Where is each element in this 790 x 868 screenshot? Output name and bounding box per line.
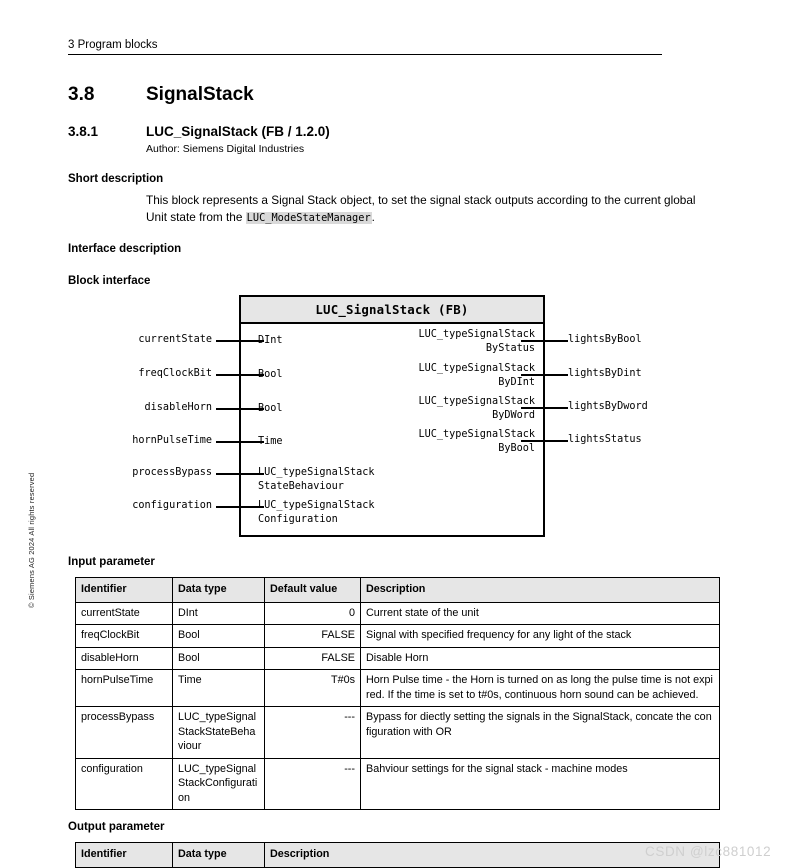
cell-identifier: configuration [76,758,173,810]
block-interface-heading: Block interface [68,275,151,287]
output-parameter-table [75,842,720,868]
interface-description-heading: Interface description [68,243,182,255]
table-row [76,758,720,810]
table-row [76,602,720,625]
short-description-part2: . [371,210,375,224]
output-connector-lightsbydint [521,374,568,376]
output-parameter-heading: Output parameter [68,821,165,833]
cell-default-value: FALSE [265,647,361,670]
cell-identifier: processBypass [76,707,173,759]
input-connector-freqclockbit [216,374,264,376]
input-pin-name-configuration: configuration [132,500,212,511]
cell-description: Current state of the unit [361,602,720,625]
cell-description: Disable Horn [361,647,720,670]
function-block-title: LUC_SignalStack (FB) [241,297,543,324]
input-parameter-table [75,577,720,810]
csdn-watermark: CSDN @lzc881012 [645,844,772,859]
output-connector-lightsbydword [521,407,568,409]
input-pin-type-configuration-line1: LUC_typeSignalStack [258,500,375,511]
author-line: Author: Siemens Digital Industries [146,143,305,155]
output-pin-name-lightsbydword: lightsByDword [568,401,648,412]
output-pin-type-lightsbydint-line1: LUC_typeSignalStack [418,363,535,374]
output-pin-type-lightsbydword-line1: LUC_typeSignalStack [418,396,535,407]
cell-default-value: T#0s [265,670,361,707]
input-connector-currentstate [216,340,264,342]
copyright-vertical-text: © Siemens AG 2024 All rights reserved [27,472,36,608]
input-pin-name-hornpulsetime: hornPulseTime [132,435,212,446]
input-col-description: Description [361,578,720,603]
output-connector-lightsbybool [521,340,568,342]
subsection-heading [68,124,728,139]
input-connector-hornpulsetime [216,441,264,443]
input-pin-type-freqclockbit: Bool [258,369,283,380]
cell-default-value: --- [265,758,361,810]
output-pin-type-lightsbydword-line2: ByDWord [492,410,535,421]
table-row [76,647,720,670]
input-connector-configuration [216,506,264,508]
cell-identifier: freqClockBit [76,625,173,648]
cell-data-type: Bool [173,647,265,670]
output-pin-type-lightsstatus-line1: LUC_typeSignalStack [418,429,535,440]
output-col-identifier: Identifier [76,843,173,868]
input-col-default-value: Default value [265,578,361,603]
table-row [76,625,720,648]
input-connector-processbypass [216,473,264,475]
cell-description: Bahviour settings for the signal stack - machine modes [361,758,720,810]
cell-description: Horn Pulse time - the Horn is turned on as long the pulse time is not expired. If the time is set to t#0s, continuous horn sound can be achieved. [361,670,720,707]
short-description-heading: Short description [68,173,164,185]
input-pin-name-freqclockbit: freqClockBit [138,368,212,379]
section-number: 3.8 [68,84,95,105]
cell-identifier: hornPulseTime [76,670,173,707]
running-header-text: 3 Program blocks [68,39,158,51]
output-pin-type-lightsstatus-line2: ByBool [498,443,535,454]
block-interface-diagram [0,290,790,540]
inline-code-mode-state-manager: LUC_ModeStateManager [246,212,371,224]
output-pin-type-lightsbydint-line2: ByDInt [498,377,535,388]
cell-description: Bypass for diectly setting the signals in the SignalStack, concate the configuration with OR [361,707,720,759]
input-pin-type-processbypass-line2: StateBehaviour [258,481,344,492]
output-col-description: Description [265,843,720,868]
output-pin-type-lightsbybool-line1: LUC_typeSignalStack [418,329,535,340]
output-connector-lightsstatus [521,440,568,442]
input-pin-type-configuration-line2: Configuration [258,514,338,525]
cell-data-type: LUC_typeSignalStackConfiguration [173,758,265,810]
output-pin-name-lightsbybool: lightsByBool [568,334,642,345]
cell-identifier: currentState [76,602,173,625]
table-row [76,707,720,759]
cell-default-value: --- [265,707,361,759]
cell-data-type: Bool [173,625,265,648]
section-heading [68,84,728,106]
input-table-header-row [76,578,720,603]
cell-default-value: 0 [265,602,361,625]
cell-description: Signal with specified frequency for any light of the stack [361,625,720,648]
input-pin-type-hornpulsetime: Time [258,436,283,447]
subsection-number: 3.8.1 [68,124,99,139]
output-pin-name-lightsbydint: lightsByDint [568,368,642,379]
input-pin-type-currentstate: DInt [258,335,283,346]
short-description-part1: This block represents a Signal Stack object, to set the signal stack outputs according to the current global Unit state from the [146,193,696,224]
subsection-title: LUC_SignalStack (FB / 1.2.0) [146,124,330,139]
input-connector-disablehorn [216,408,264,410]
output-table-header-row [76,843,720,868]
input-col-identifier: Identifier [76,578,173,603]
input-pin-type-disablehorn: Bool [258,403,283,414]
section-title: SignalStack [146,84,254,105]
output-pin-type-lightsbybool-line2: ByStatus [485,343,535,354]
short-description-text [146,192,702,227]
input-pin-name-disablehorn: disableHorn [144,402,212,413]
input-pin-type-processbypass-line1: LUC_typeSignalStack [258,467,375,478]
input-pin-name-processbypass: processBypass [132,467,212,478]
output-pin-name-lightsstatus: lightsStatus [568,434,642,445]
input-parameter-heading: Input parameter [68,556,155,568]
cell-data-type: Time [173,670,265,707]
cell-data-type: DInt [173,602,265,625]
cell-default-value: FALSE [265,625,361,648]
cell-identifier: disableHorn [76,647,173,670]
page-running-header [68,38,662,55]
input-pin-name-currentstate: currentState [138,334,212,345]
output-col-data-type: Data type [173,843,265,868]
header-rule [68,54,662,55]
input-col-data-type: Data type [173,578,265,603]
table-row [76,670,720,707]
cell-data-type: LUC_typeSignalStackStateBehaviour [173,707,265,759]
